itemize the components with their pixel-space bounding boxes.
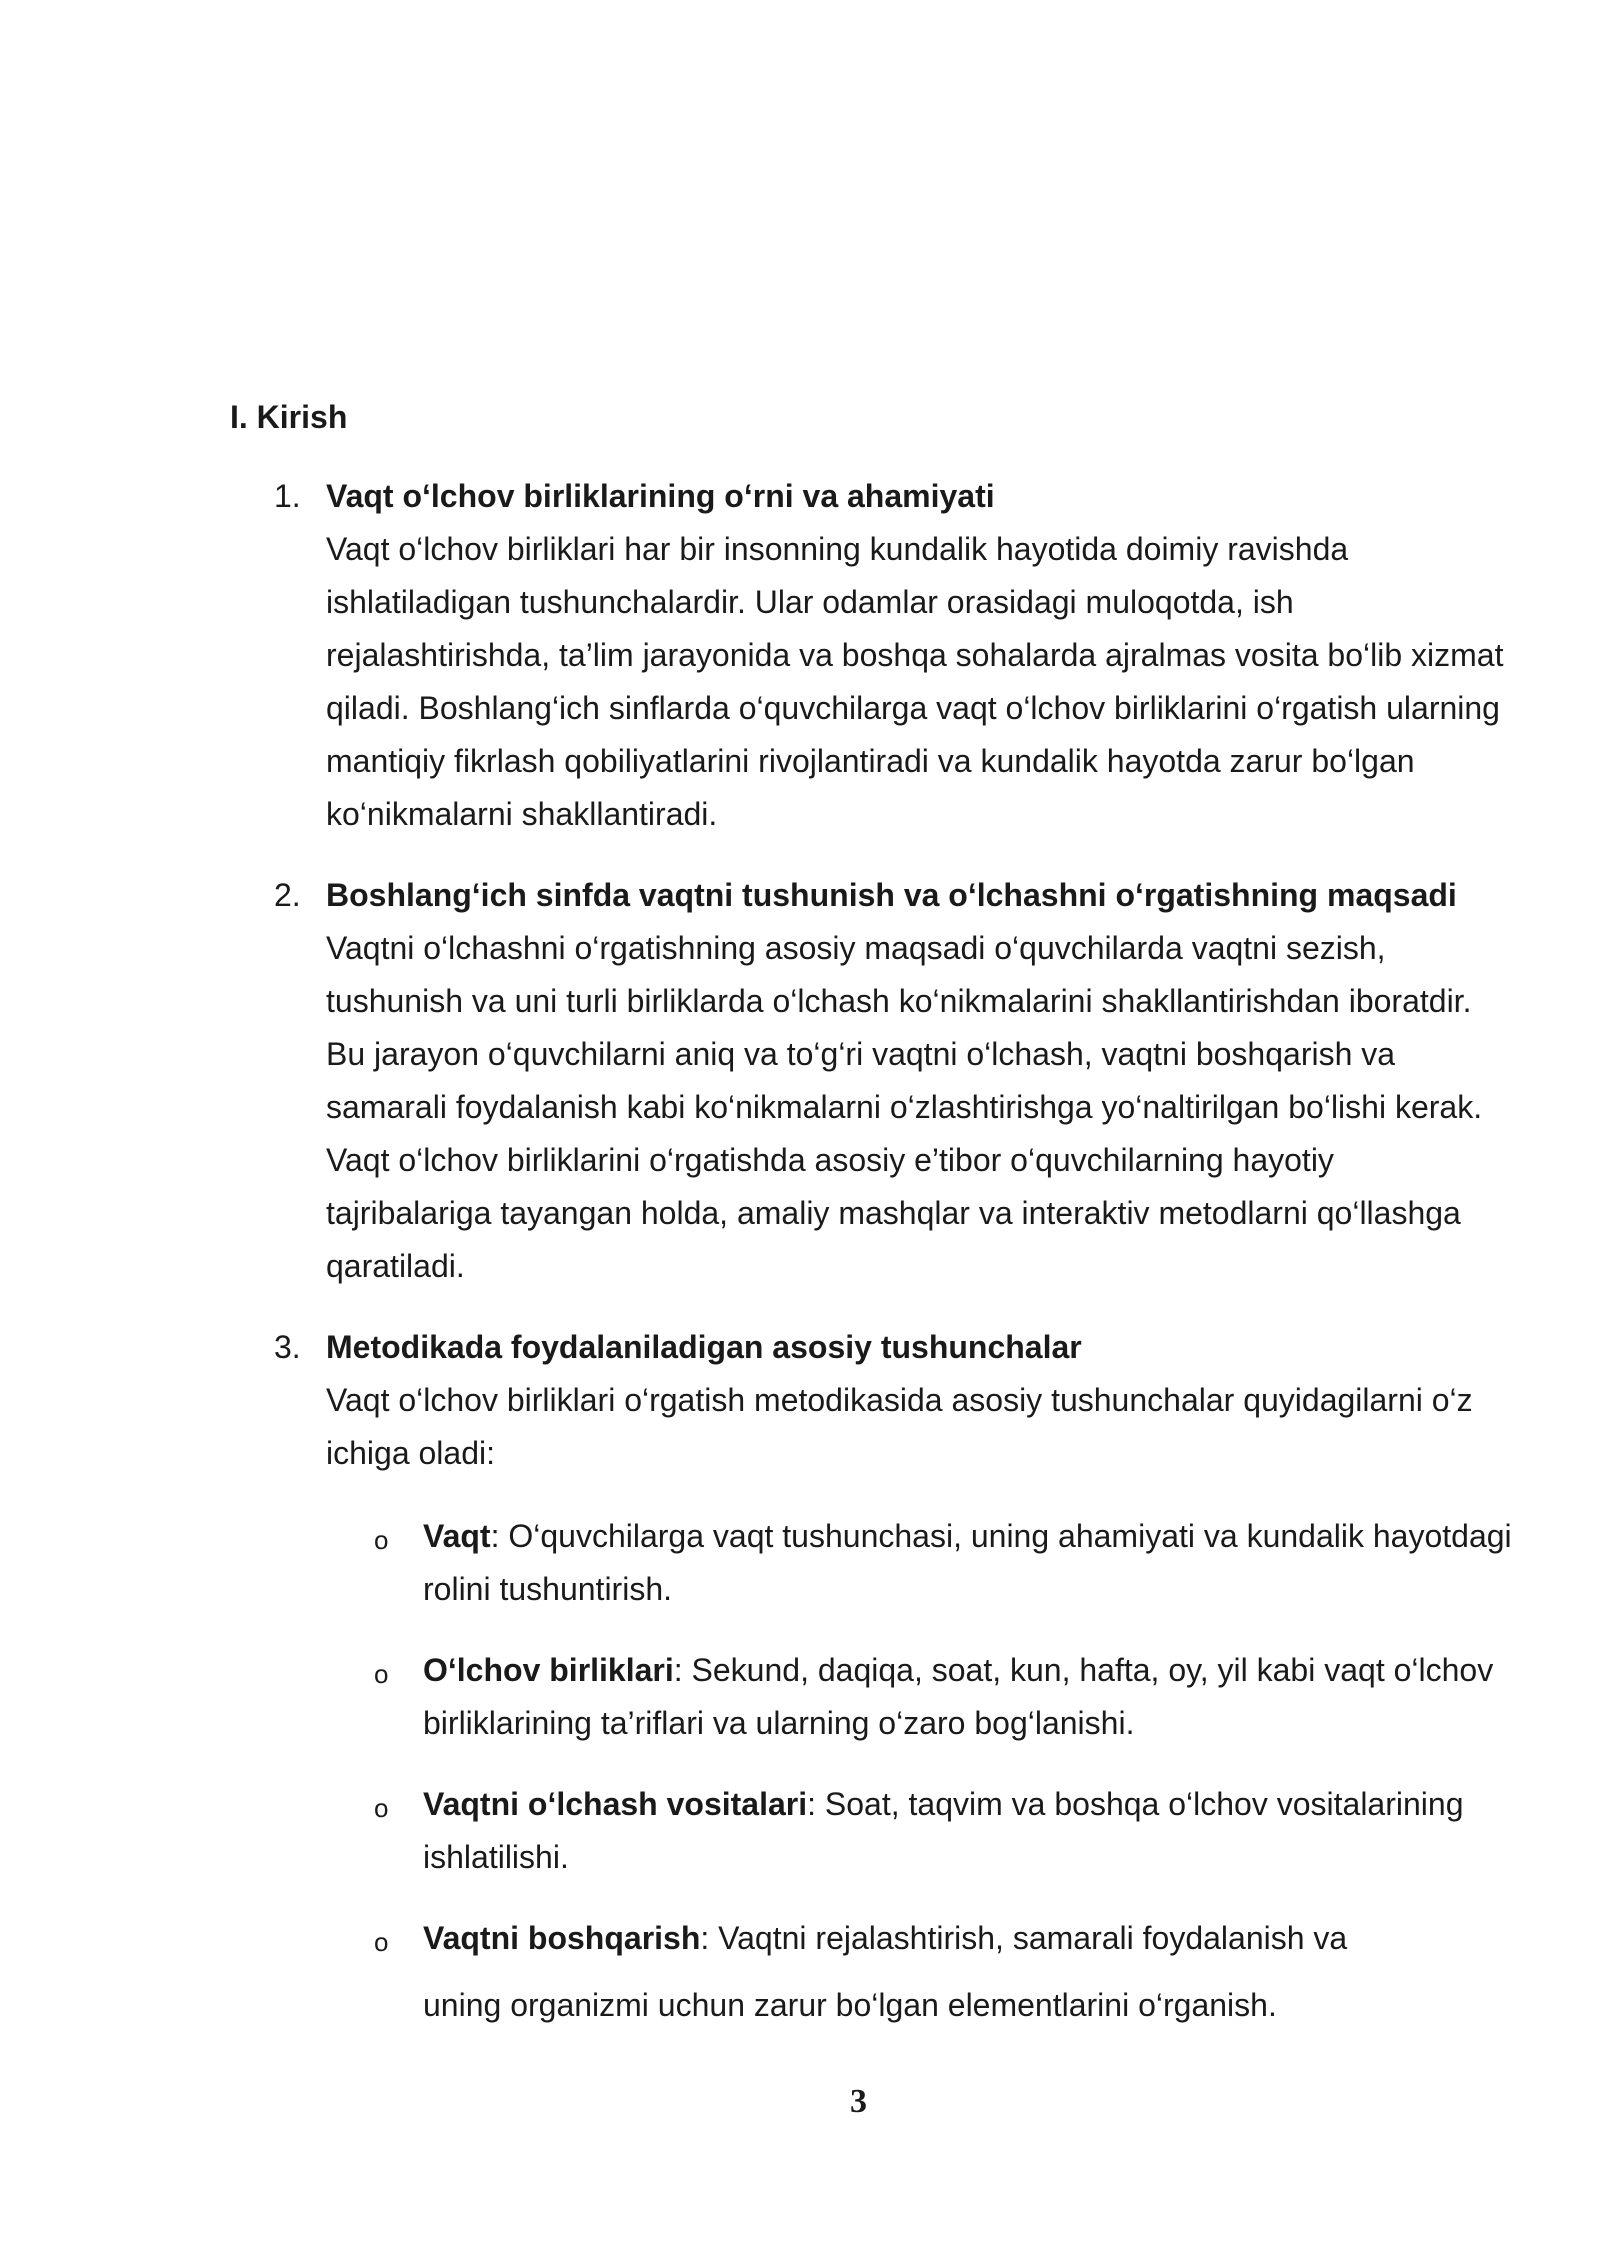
- item-body: [326, 1321, 1506, 1480]
- bullet-text-continued: uning organizmi uchun zarur bo‘lgan elementlarini o‘rganish.: [423, 1987, 1277, 2023]
- page-number: 3: [850, 2083, 867, 2120]
- circle-bullet-icon: o: [374, 1525, 389, 1555]
- bullet-item: [0, 1510, 1600, 1616]
- bullet-list: [0, 1510, 1600, 2032]
- bullet-text: : Vaqtni rejalashtirish, samarali foydalanish va: [700, 1920, 1348, 1956]
- bullet-text: : Soat, taqvim va boshqa o‘lchov vositalarining ishlatilishi.: [423, 1786, 1464, 1875]
- bullet-item-body: [423, 1912, 1513, 2032]
- bullet-term: O‘lchov birliklari: [423, 1652, 674, 1688]
- section-title: I. Kirish: [230, 399, 348, 435]
- bullet-term: Vaqtni boshqarish: [423, 1920, 701, 1956]
- list-item: [0, 470, 1600, 841]
- list-item: [0, 1321, 1600, 2032]
- bullet-item-body: [423, 1778, 1513, 1884]
- circle-bullet-icon: o: [374, 1793, 389, 1823]
- bullet-item-body: [423, 1510, 1513, 1616]
- item-text: Vaqtni o‘lchashni o‘rgatishning asosiy maqsadi o‘quvchilarda vaqtni sezish, tushunish va uni turli birliklarda o‘lchash ko‘nikmalarini shakllantirishdan iboratdir. Bu jarayon o‘quvchilarni aniq va to‘g‘ri vaqtni o‘lchash, vaqtni boshqarish va samarali foydalanish kabi ko‘nikmalarni o‘zlashtirishga yo‘naltirilgan bo‘lishi kerak. Vaqt o‘lchov birliklarini o‘rgatishda asosiy e’tibor o‘quvchilarning hayotiy tajribalariga tayangan holda, amaliy mashqlar va interaktiv metodlarni qo‘llashga qaratiladi.: [326, 930, 1483, 1284]
- circle-bullet-icon: o: [374, 1659, 389, 1689]
- circle-bullet-icon: o: [374, 1927, 389, 1957]
- item-heading: Vaqt o‘lchov birliklarining o‘rni va ahamiyati: [326, 478, 995, 514]
- item-text: Vaqt o‘lchov birliklari o‘rgatish metodikasida asosiy tushunchalar quyidagilarni o‘z ichiga oladi:: [326, 1382, 1473, 1471]
- item-text: Vaqt o‘lchov birliklari har bir insonning kundalik hayotida doimiy ravishda ishlatiladigan tushunchalardir. Ular odamlar orasidagi muloqotda, ish rejalashtirishda, ta’lim jarayonida va boshqa sohalarda ajralmas vosita bo‘lib xizmat qiladi. Boshlang‘ich sinflarda o‘quvchilarga vaqt o‘lchov birliklarini o‘rgatish ularning mantiqiy fikrlash qobiliyatlarini rivojlantiradi va kundalik hayotda zarur bo‘lgan ko‘nikmalarni shakllantiradi.: [326, 531, 1504, 832]
- bullet-item: [0, 1912, 1600, 2032]
- bullet-item: [0, 1644, 1600, 1750]
- bullet-text: : Sekund, daqiqa, soat, kun, hafta, oy, yil kabi vaqt o‘lchov birliklarining ta’riflari va ularning o‘zaro bog‘lanishi.: [423, 1652, 1494, 1741]
- item-number: 1.: [274, 478, 301, 514]
- bullet-term: Vaqtni o‘lchash vositalari: [423, 1786, 808, 1822]
- bullet-item-body: [423, 1644, 1513, 1750]
- item-number: 3.: [274, 1329, 301, 1365]
- item-number: 2.: [274, 877, 301, 913]
- bullet-item: [0, 1778, 1600, 1884]
- item-heading: Boshlang‘ich sinfda vaqtni tushunish va o‘lchashni o‘rgatishning maqsadi: [326, 877, 1457, 913]
- bullet-term: Vaqt: [423, 1518, 491, 1554]
- bullet-text: : O‘quvchilarga vaqt tushunchasi, uning ahamiyati va kundalik hayotdagi rolini tushuntirish.: [423, 1518, 1512, 1607]
- item-body: [326, 470, 1506, 841]
- item-heading: Metodikada foydalaniladigan asosiy tushunchalar: [326, 1329, 1082, 1365]
- item-body: [326, 869, 1506, 1293]
- numbered-list: [0, 470, 1600, 2060]
- list-item: [0, 869, 1600, 1293]
